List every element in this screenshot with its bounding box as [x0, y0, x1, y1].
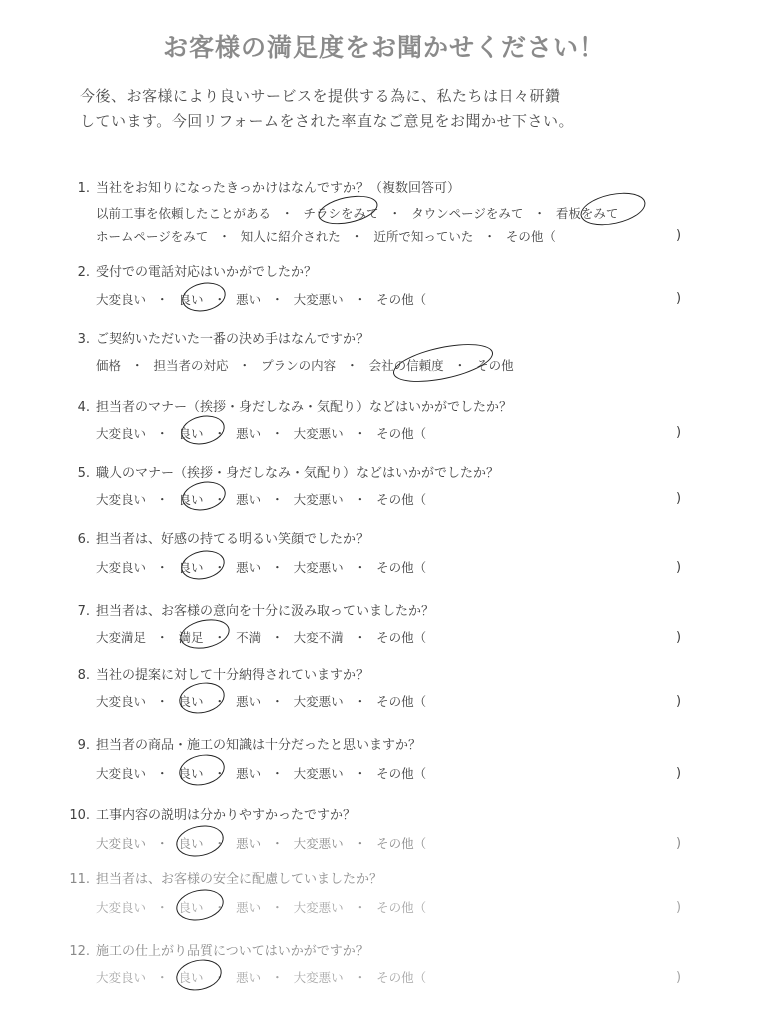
question-number: 1.	[77, 181, 90, 196]
option-label[interactable]: 近所で知っていた	[373, 229, 474, 244]
question-6	[60, 528, 369, 547]
option-label[interactable]: 大変良い	[96, 694, 147, 709]
paren-close: )	[676, 491, 682, 506]
question-3-options: 価格 ・ 担当者の対応 ・ プランの内容 ・ 会社の信頼度 ・ その他	[96, 358, 514, 373]
question-9-options: 大変良い ・ 良い ・ 悪い ・ 大変悪い ・ その他（	[96, 766, 427, 781]
paren-close: )	[676, 425, 682, 440]
option-label[interactable]: ホームページをみて	[96, 229, 209, 244]
question-text: 担当者のマナー（挨拶・身だしなみ・気配り）などはいかがでしたか？	[96, 400, 513, 415]
option-label[interactable]: その他	[476, 358, 514, 373]
option-label[interactable]: その他（	[376, 426, 427, 441]
option-label[interactable]: 良い	[178, 694, 204, 709]
option-label[interactable]: プランの内容	[261, 358, 337, 373]
question-number: 6.	[77, 532, 90, 547]
option-label[interactable]: 価格	[96, 358, 122, 373]
option-label[interactable]: 満足	[178, 630, 204, 645]
option-label[interactable]: 大変悪い	[293, 970, 344, 985]
question-number: 4.	[77, 400, 90, 415]
option-label[interactable]: 大変良い	[96, 836, 147, 851]
answer-circle-mark	[173, 956, 224, 995]
option-label[interactable]: 大変悪い	[293, 426, 344, 441]
option-label[interactable]: 良い	[178, 970, 204, 985]
question-10	[40, 804, 356, 823]
option-label[interactable]: その他（	[376, 766, 427, 781]
option-label[interactable]: その他（	[376, 970, 427, 985]
paren-close: )	[676, 766, 682, 781]
paren-close: )	[676, 291, 682, 306]
option-label[interactable]: 悪い	[236, 836, 262, 851]
option-label[interactable]: その他（	[376, 292, 427, 307]
question-text: 工事内容の説明は分かりやすかったですか？	[96, 808, 357, 823]
question-text: 担当者は、好感の持てる明るい笑顔でしたか？	[96, 532, 370, 547]
paren-close: )	[676, 694, 682, 709]
question-1-options-line-1: 以前工事を依頼したことがある ・ チラシをみて ・ タウンページをみて ・ 看板をみて	[96, 206, 619, 221]
question-7	[60, 600, 434, 619]
option-label[interactable]: 大変満足	[96, 630, 147, 645]
option-label[interactable]: 大変悪い	[293, 836, 344, 851]
question-2	[60, 261, 317, 280]
question-1	[60, 177, 460, 196]
option-label[interactable]: 悪い	[236, 970, 262, 985]
option-label[interactable]: 大変良い	[96, 900, 147, 915]
option-label[interactable]: 大変良い	[96, 492, 147, 507]
option-label[interactable]: 大変悪い	[293, 900, 344, 915]
question-11	[40, 868, 382, 887]
option-label[interactable]: その他（	[505, 229, 556, 244]
paren-close: )	[676, 560, 682, 575]
question-4	[60, 396, 512, 415]
option-label[interactable]: 悪い	[236, 694, 262, 709]
option-label[interactable]: 看板をみて	[555, 206, 619, 221]
option-label[interactable]: 大変良い	[96, 970, 147, 985]
answer-circle-mark	[179, 547, 228, 584]
answer-circle-mark	[176, 679, 227, 718]
option-label[interactable]: チラシをみて	[303, 206, 379, 221]
question-text: 担当者は、お客様の安全に配慮していましたか？	[96, 872, 383, 887]
question-number: 9.	[77, 738, 90, 753]
paren-close: )	[676, 630, 682, 645]
question-6-options: 大変良い ・ 良い ・ 悪い ・ 大変悪い ・ その他（	[96, 560, 427, 575]
option-label[interactable]: 担当者の対応	[153, 358, 229, 373]
answer-circle-mark	[178, 615, 233, 653]
option-label[interactable]: 良い	[178, 900, 204, 915]
question-2-options: 大変良い ・ 良い ・ 悪い ・ 大変悪い ・ その他（	[96, 292, 427, 307]
option-label[interactable]: 悪い	[236, 492, 262, 507]
paren-close: )	[676, 970, 682, 985]
question-1-options-line-2: ホームページをみて ・ 知人に紹介された ・ 近所で知っていた ・ その他（	[96, 229, 556, 244]
option-label[interactable]: その他（	[376, 630, 427, 645]
option-label[interactable]: 良い	[178, 292, 204, 307]
option-label[interactable]: 良い	[178, 766, 204, 781]
option-label[interactable]: 悪い	[236, 900, 262, 915]
answer-circle-mark	[180, 279, 229, 316]
option-label[interactable]: 大変不満	[293, 630, 344, 645]
answer-circle-mark	[173, 821, 226, 860]
paren-close: )	[676, 228, 682, 243]
answer-circle-mark	[390, 337, 496, 390]
question-text: 職人のマナー（挨拶・身だしなみ・気配り）などはいかがでしたか？	[96, 466, 500, 481]
question-text: 施工の仕上がり品質についてはいかがですか？	[96, 944, 369, 959]
question-text: 担当者は、お客様の意向を十分に汲み取っていましたか？	[96, 604, 435, 619]
option-label[interactable]: 大変良い	[96, 766, 147, 781]
option-label[interactable]: 良い	[178, 426, 204, 441]
question-number: 10.	[69, 808, 90, 823]
question-number: 5.	[77, 466, 90, 481]
question-number: 3.	[77, 332, 90, 347]
question-11-options: 大変良い ・ 良い ・ 悪い ・ 大変悪い ・ その他（	[96, 900, 427, 915]
answer-circle-mark	[578, 187, 649, 230]
option-label[interactable]: 会社の信頼度	[368, 358, 444, 373]
option-label[interactable]: その他（	[376, 900, 427, 915]
option-label[interactable]: その他（	[376, 492, 427, 507]
question-text: 担当者の商品・施工の知識は十分だったと思いますか？	[96, 738, 422, 753]
intro-line-1: 今後、お客様により良いサービスを提供する為に、私たちは日々研鑽	[80, 87, 561, 105]
option-label[interactable]: その他（	[376, 560, 427, 575]
question-number: 8.	[77, 668, 90, 683]
question-text: ご契約いただいた一番の決め手はなんですか？	[96, 332, 370, 347]
option-label[interactable]: 大変良い	[96, 292, 147, 307]
intro-line-2: しています。今回リフォームをされた率直なご意見をお聞かせ下さい。	[80, 112, 575, 130]
option-label[interactable]: 悪い	[236, 766, 262, 781]
question-12-options: 大変良い ・ 良い ・ 悪い ・ 大変悪い ・ その他（	[96, 970, 427, 985]
question-number: 12.	[69, 944, 90, 959]
option-label[interactable]: 良い	[178, 836, 204, 851]
option-label[interactable]: 良い	[178, 560, 204, 575]
question-3	[60, 328, 369, 347]
answer-circle-mark	[173, 885, 226, 924]
question-text: 受付での電話対応はいかがでしたか？	[96, 265, 318, 280]
option-label[interactable]: 大変良い	[96, 426, 147, 441]
paren-close: )	[676, 900, 682, 915]
option-label[interactable]: 大変良い	[96, 560, 147, 575]
answer-circle-mark	[176, 751, 227, 790]
option-label[interactable]: 悪い	[236, 560, 262, 575]
answer-circle-mark	[316, 191, 380, 229]
question-text: 当社をお知りになったきっかけはなんですか？（複数回答可）	[96, 181, 461, 196]
option-label[interactable]: 不満	[236, 630, 262, 645]
option-label[interactable]: 大変悪い	[293, 492, 344, 507]
survey-title: お客様の満足度をお聞かせください！	[162, 33, 605, 62]
option-label[interactable]: 悪い	[236, 426, 262, 441]
question-4-options: 大変良い ・ 良い ・ 悪い ・ 大変悪い ・ その他（	[96, 426, 427, 441]
question-number: 11.	[69, 872, 90, 887]
option-label[interactable]: 大変悪い	[293, 766, 344, 781]
question-5	[60, 462, 499, 481]
question-9	[60, 734, 421, 753]
option-label[interactable]: 大変悪い	[293, 694, 344, 709]
question-number: 7.	[77, 604, 90, 619]
option-label[interactable]: タウンページをみて	[411, 206, 524, 221]
question-12	[40, 940, 369, 959]
option-label[interactable]: 良い	[178, 492, 204, 507]
question-7-options: 大変満足 ・ 満足 ・ 不満 ・ 大変不満 ・ その他（	[96, 630, 427, 645]
option-label[interactable]: 以前工事を依頼したことがある	[96, 206, 272, 221]
question-8-options: 大変良い ・ 良い ・ 悪い ・ 大変悪い ・ その他（	[96, 694, 427, 709]
paren-close: )	[676, 836, 682, 851]
option-label[interactable]: その他（	[376, 694, 427, 709]
option-label[interactable]: 知人に紹介された	[240, 229, 341, 244]
answer-circle-mark	[179, 412, 228, 449]
question-5-options: 大変良い ・ 良い ・ 悪い ・ 大変悪い ・ その他（	[96, 492, 427, 507]
option-label[interactable]: 悪い	[236, 292, 262, 307]
option-label[interactable]: その他（	[376, 836, 427, 851]
question-text: 当社の提案に対して十分納得されていますか？	[96, 668, 370, 683]
question-8	[60, 664, 369, 683]
question-10-options: 大変良い ・ 良い ・ 悪い ・ 大変悪い ・ その他（	[96, 836, 427, 851]
option-label[interactable]: 大変悪い	[293, 292, 344, 307]
answer-circle-mark	[180, 478, 229, 515]
question-number: 2.	[77, 265, 90, 280]
option-label[interactable]: 大変悪い	[293, 560, 344, 575]
